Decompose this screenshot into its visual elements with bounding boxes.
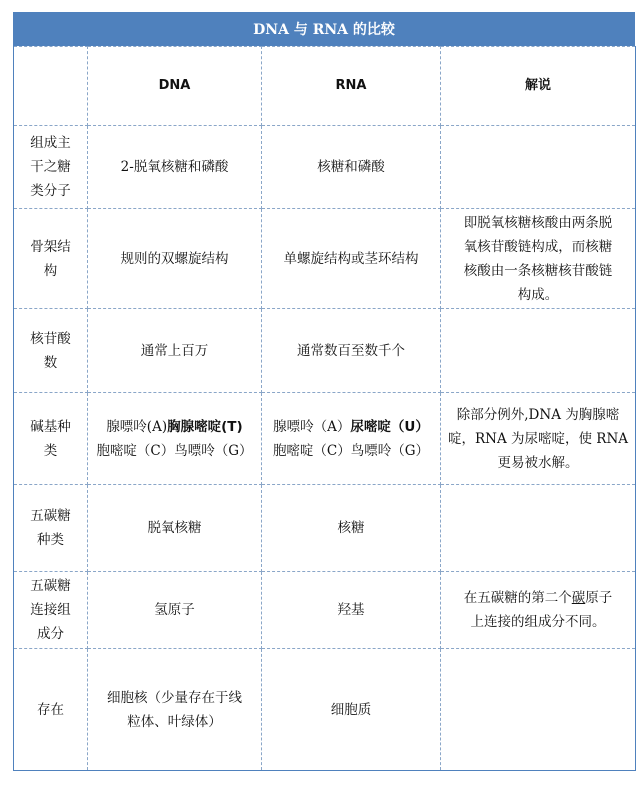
row-label: 五碳糖 连接组 成分 — [14, 572, 88, 649]
rna-cell: 单螺旋结构或茎环结构 — [262, 209, 441, 309]
header-blank — [14, 47, 88, 126]
header-note: 解说 — [441, 47, 636, 126]
table-title: DNA 与 RNA 的比较 — [13, 12, 635, 46]
header-row — [14, 47, 636, 126]
note-cell — [441, 649, 636, 771]
table-row — [14, 309, 636, 393]
rna-cell: 细胞质 — [262, 649, 441, 771]
table-row — [14, 393, 636, 485]
rna-cell: 核糖和磷酸 — [262, 126, 441, 209]
row-label: 五碳糖 种类 — [14, 485, 88, 572]
table-row — [14, 209, 636, 309]
dna-cell: 细胞核（少量存在于线 粒体、叶绿体） — [88, 649, 262, 771]
row-label: 核苷酸 数 — [14, 309, 88, 393]
dna-cell: 规则的双螺旋结构 — [88, 209, 262, 309]
dna-cell: 通常上百万 — [88, 309, 262, 393]
comparison-table-container — [13, 12, 635, 771]
dna-cell: 脱氧核糖 — [88, 485, 262, 572]
dna-cell: 氢原子 — [88, 572, 262, 649]
row-label: 骨架结 构 — [14, 209, 88, 309]
note-cell — [441, 309, 636, 393]
note-cell: 在五碳糖的第二个碳原子 上连接的组成分不同。 — [441, 572, 636, 649]
note-cell — [441, 485, 636, 572]
table-row — [14, 649, 636, 771]
header-rna: RNA — [262, 47, 441, 126]
rna-cell: 核糖 — [262, 485, 441, 572]
header-dna: DNA — [88, 47, 262, 126]
rna-cell: 羟基 — [262, 572, 441, 649]
rna-cell: 腺嘌呤（A）尿嘧啶（U） 胞嘧啶（C）鸟嘌呤（G） — [262, 393, 441, 485]
rna-cell: 通常数百至数千个 — [262, 309, 441, 393]
note-cell: 即脱氧核糖核酸由两条脱 氧核苷酸链构成，而核糖 核酸由一条核糖核苷酸链 构成。 — [441, 209, 636, 309]
note-cell — [441, 126, 636, 209]
dna-cell: 2-脱氧核糖和磷酸 — [88, 126, 262, 209]
table-row — [14, 572, 636, 649]
note-cell: 除部分例外,DNA 为胸腺嘧 啶，RNA 为尿嘧啶，使 RNA 更易被水解。 — [441, 393, 636, 485]
row-label: 存在 — [14, 649, 88, 771]
comparison-table — [13, 46, 636, 771]
row-label: 组成主 干之糖 类分子 — [14, 126, 88, 209]
row-label: 碱基种 类 — [14, 393, 88, 485]
dna-cell: 腺嘌呤(A)胸腺嘧啶(T) 胞嘧啶（C）鸟嘌呤（G） — [88, 393, 262, 485]
table-row — [14, 126, 636, 209]
table-row — [14, 485, 636, 572]
